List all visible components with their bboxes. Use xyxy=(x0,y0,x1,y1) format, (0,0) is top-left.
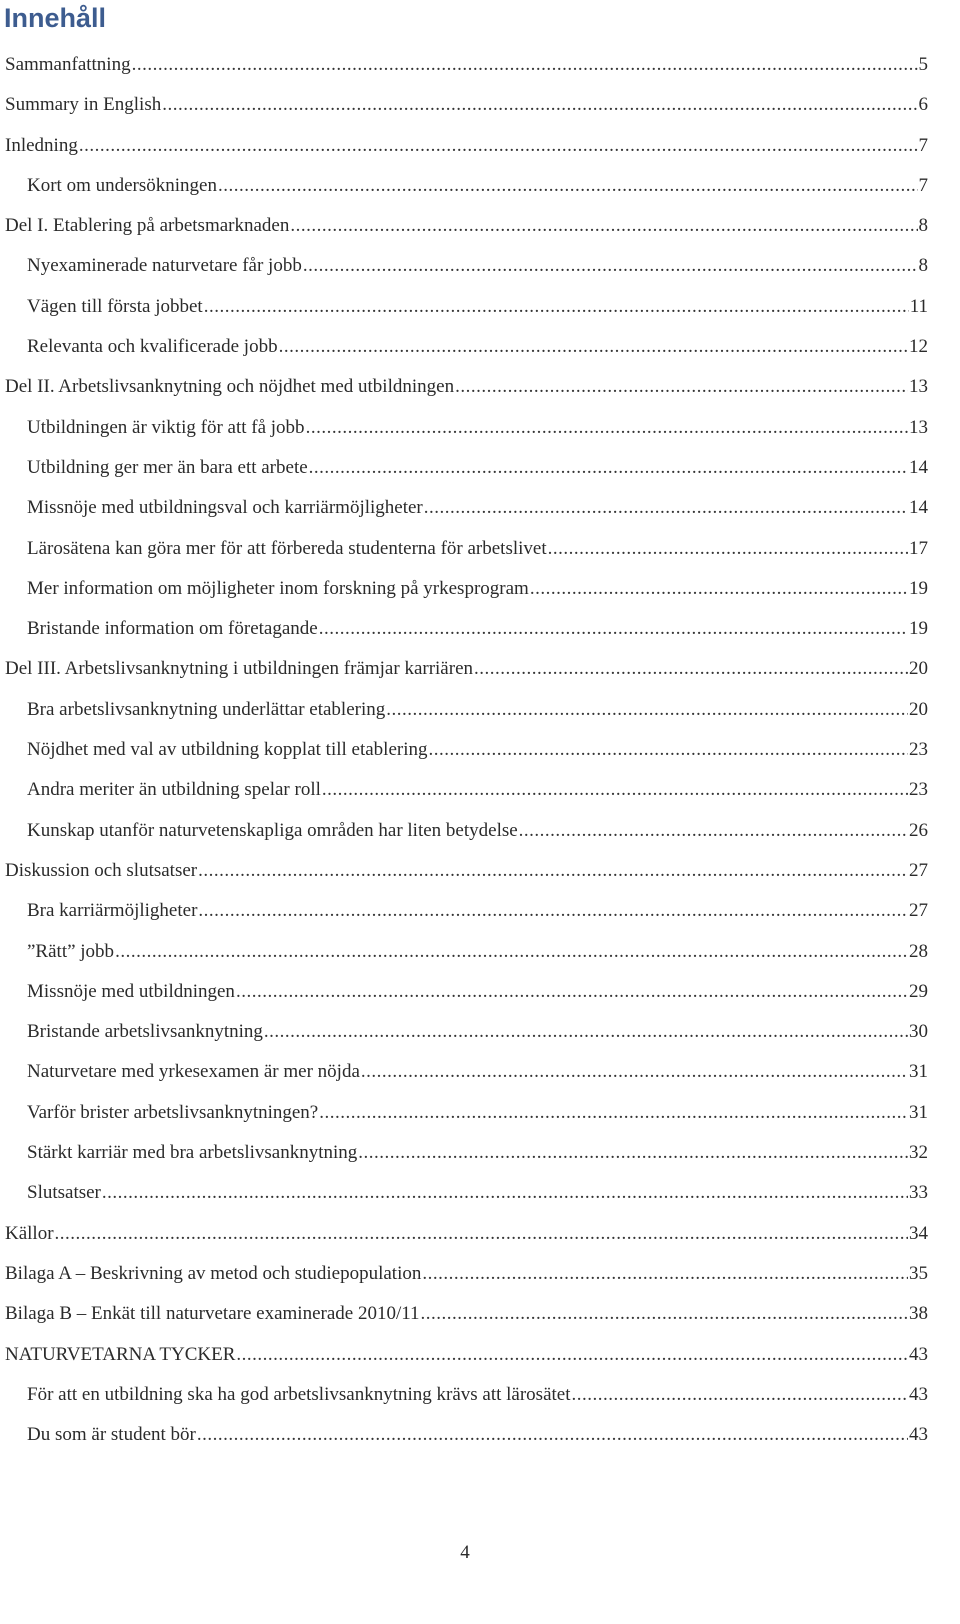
toc-dot-leader xyxy=(422,1254,908,1294)
toc-entry-page: 35 xyxy=(909,1262,928,1284)
toc-entry-label: Diskussion och slutsatser xyxy=(5,859,198,881)
toc-entry[interactable] xyxy=(5,1052,928,1092)
toc-dot-leader xyxy=(530,569,908,609)
toc-entry-label: Del II. Arbetslivsanknytning och nöjdhet med utbildningen xyxy=(5,376,455,398)
toc-entry[interactable] xyxy=(5,811,928,851)
toc-entry-label: Lärosätena kan göra mer för att förbereda studenterna för arbetslivet xyxy=(27,537,547,559)
toc-entry-label: Källor xyxy=(5,1222,54,1244)
toc-entry[interactable] xyxy=(5,770,928,810)
toc-entry[interactable] xyxy=(5,126,928,166)
toc-entry-label: Stärkt karriär med bra arbetslivsanknytning xyxy=(27,1142,358,1164)
toc-entry[interactable] xyxy=(5,1335,928,1375)
toc-entry-label: Missnöje med utbildningen xyxy=(27,980,235,1002)
toc-dot-leader xyxy=(218,166,918,206)
toc-entry-label: Relevanta och kvalificerade jobb xyxy=(27,336,278,358)
toc-entry-label: Kort om undersökningen xyxy=(27,174,217,196)
toc-entry-label: Inledning xyxy=(5,134,78,156)
toc-entry-page: 7 xyxy=(918,134,928,156)
toc-entry[interactable] xyxy=(5,1012,928,1052)
toc-entry[interactable] xyxy=(5,488,928,528)
toc-entry-page: 34 xyxy=(909,1222,928,1244)
toc-dot-leader xyxy=(361,1052,908,1092)
toc-entry-page: 31 xyxy=(909,1061,928,1083)
toc-entry-label: För att en utbildning ska ha god arbetslivsanknytning krävs att lärosätet xyxy=(27,1383,571,1405)
toc-dot-leader xyxy=(519,811,908,851)
toc-entry-page: 20 xyxy=(909,658,928,680)
toc-entry[interactable] xyxy=(5,45,928,85)
toc-dot-leader xyxy=(306,408,908,448)
toc-entry-page: 38 xyxy=(909,1303,928,1325)
toc-entry-label: Bristande arbetslivsanknytning xyxy=(27,1021,263,1043)
toc-entry-page: 20 xyxy=(909,698,928,720)
toc-entry-page: 27 xyxy=(909,859,928,881)
page-title: Innehåll xyxy=(4,3,107,33)
toc-entry[interactable] xyxy=(5,649,928,689)
toc-dot-leader xyxy=(303,246,918,286)
toc-entry[interactable] xyxy=(5,851,928,891)
toc-entry[interactable] xyxy=(5,529,928,569)
toc-dot-leader xyxy=(474,649,908,689)
toc-entry-page: 23 xyxy=(909,779,928,801)
toc-entry-page: 27 xyxy=(909,900,928,922)
toc-entry[interactable] xyxy=(5,730,928,770)
toc-dot-leader xyxy=(429,730,908,770)
toc-entry-page: 29 xyxy=(909,980,928,1002)
toc-entry-page: 19 xyxy=(909,618,928,640)
toc-entry-page: 7 xyxy=(918,174,928,196)
toc-entry[interactable] xyxy=(5,569,928,609)
toc-entry[interactable] xyxy=(5,1133,928,1173)
toc-dot-leader xyxy=(102,1173,908,1213)
toc-entry-label: Sammanfattning xyxy=(5,54,131,75)
toc-dot-leader xyxy=(198,851,908,891)
toc-entry-label: Kunskap utanför naturvetenskapliga områden har liten betydelse xyxy=(27,819,518,841)
toc-dot-leader xyxy=(322,770,908,810)
toc-entry[interactable] xyxy=(5,1093,928,1133)
toc-entry-label: Bra karriärmöjligheter xyxy=(27,900,198,922)
toc-entry-page: 26 xyxy=(909,819,928,841)
toc-entry[interactable] xyxy=(5,1415,928,1455)
toc-dot-leader xyxy=(236,972,908,1012)
toc-entry[interactable] xyxy=(5,1254,928,1294)
toc-entry-page: 5 xyxy=(918,54,928,75)
toc-entry-page: 30 xyxy=(909,1021,928,1043)
toc-entry[interactable] xyxy=(5,327,928,367)
toc-dot-leader xyxy=(358,1133,908,1173)
toc-dot-leader xyxy=(198,891,908,931)
toc-entry-label: Nyexaminerade naturvetare får jobb xyxy=(27,255,302,277)
toc-entry-label: Slutsatser xyxy=(27,1182,101,1204)
toc-entry-label: Varför brister arbetslivsanknytningen? xyxy=(27,1101,319,1123)
toc-dot-leader xyxy=(424,488,908,528)
toc-entry-label: Mer information om möjligheter inom forskning på yrkesprogram xyxy=(27,577,529,599)
toc-dot-leader xyxy=(204,287,909,327)
toc-entry-page: 12 xyxy=(909,336,928,358)
table-of-contents xyxy=(5,45,928,1455)
toc-entry[interactable] xyxy=(5,1375,928,1415)
toc-dot-leader xyxy=(421,1294,908,1334)
toc-entry[interactable] xyxy=(5,206,928,246)
toc-entry-page: 43 xyxy=(909,1343,928,1365)
toc-entry-label: Del III. Arbetslivsanknytning i utbildningen främjar karriären xyxy=(5,658,474,680)
toc-entry-label: Utbildning ger mer än bara ett arbete xyxy=(27,456,308,478)
toc-entry-page: 23 xyxy=(909,739,928,761)
toc-entry-page: 13 xyxy=(909,376,928,398)
toc-dot-leader xyxy=(319,609,908,649)
toc-entry-label: Bilaga B – Enkät till naturvetare examinerade 2010/11 xyxy=(5,1303,420,1325)
toc-dot-leader xyxy=(236,1335,908,1375)
toc-dot-leader xyxy=(279,327,908,367)
toc-entry-page: 33 xyxy=(909,1182,928,1204)
toc-entry-page: 14 xyxy=(909,456,928,478)
toc-entry[interactable] xyxy=(5,1214,928,1254)
toc-entry-label: Del I. Etablering på arbetsmarknaden xyxy=(5,215,290,237)
toc-entry[interactable] xyxy=(5,85,928,125)
toc-dot-leader xyxy=(319,1093,908,1133)
toc-dot-leader xyxy=(455,367,908,407)
toc-entry-label: Bra arbetslivsanknytning underlättar etablering xyxy=(27,698,386,720)
toc-entry-page: 11 xyxy=(909,295,928,317)
toc-entry-label: Nöjdhet med val av utbildning kopplat till etablering xyxy=(27,739,428,761)
toc-entry-label: Summary in English xyxy=(5,94,162,116)
toc-dot-leader xyxy=(79,126,918,166)
toc-entry-label: Missnöje med utbildningsval och karriärmöjligheter xyxy=(27,497,423,519)
toc-entry-label: NATURVETARNA TYCKER xyxy=(5,1343,236,1365)
toc-entry[interactable] xyxy=(5,246,928,286)
toc-dot-leader xyxy=(55,1214,908,1254)
toc-dot-leader xyxy=(572,1375,908,1415)
toc-entry[interactable] xyxy=(5,287,928,327)
toc-entry-label: Andra meriter än utbildning spelar roll xyxy=(27,779,321,801)
toc-entry[interactable] xyxy=(5,891,928,931)
page-number: 4 xyxy=(460,1542,470,1563)
toc-entry-page: 6 xyxy=(918,94,928,116)
toc-entry-page: 32 xyxy=(909,1142,928,1164)
toc-dot-leader xyxy=(548,529,908,569)
toc-entry[interactable] xyxy=(5,1173,928,1213)
toc-entry-page: 14 xyxy=(909,497,928,519)
toc-entry-label: Utbildningen är viktig för att få jobb xyxy=(27,416,305,438)
toc-entry-label: Bristande information om företagande xyxy=(27,618,318,640)
toc-dot-leader xyxy=(386,690,908,730)
toc-dot-leader xyxy=(197,1415,908,1455)
toc-entry[interactable] xyxy=(5,972,928,1012)
toc-dot-leader xyxy=(115,932,908,972)
toc-entry-page: 17 xyxy=(909,537,928,559)
toc-entry-label: Naturvetare med yrkesexamen är mer nöjda xyxy=(27,1061,360,1083)
toc-entry[interactable] xyxy=(5,690,928,730)
toc-dot-leader xyxy=(132,45,918,85)
toc-entry-page: 8 xyxy=(918,215,928,237)
toc-entry-page: 8 xyxy=(918,255,928,277)
toc-entry[interactable] xyxy=(5,448,928,488)
toc-dot-leader xyxy=(162,85,917,125)
toc-entry[interactable] xyxy=(5,408,928,448)
toc-entry[interactable] xyxy=(5,367,928,407)
toc-entry[interactable] xyxy=(5,609,928,649)
toc-dot-leader xyxy=(309,448,908,488)
toc-entry[interactable] xyxy=(5,932,928,972)
toc-entry-page: 28 xyxy=(909,940,928,962)
toc-entry-page: 19 xyxy=(909,577,928,599)
toc-entry-label: Vägen till första jobbet xyxy=(27,295,203,317)
toc-entry-label: Du som är student bör xyxy=(27,1424,196,1446)
toc-entry[interactable] xyxy=(5,166,928,206)
toc-entry-label: ”Rätt” jobb xyxy=(27,940,115,962)
toc-entry-page: 43 xyxy=(909,1383,928,1405)
toc-entry-page: 31 xyxy=(909,1101,928,1123)
toc-entry-page: 13 xyxy=(909,416,928,438)
toc-entry-page: 43 xyxy=(909,1424,928,1446)
toc-entry-label: Bilaga A – Beskrivning av metod och studiepopulation xyxy=(5,1262,422,1284)
toc-entry[interactable] xyxy=(5,1294,928,1334)
toc-dot-leader xyxy=(290,206,917,246)
toc-dot-leader xyxy=(264,1012,908,1052)
